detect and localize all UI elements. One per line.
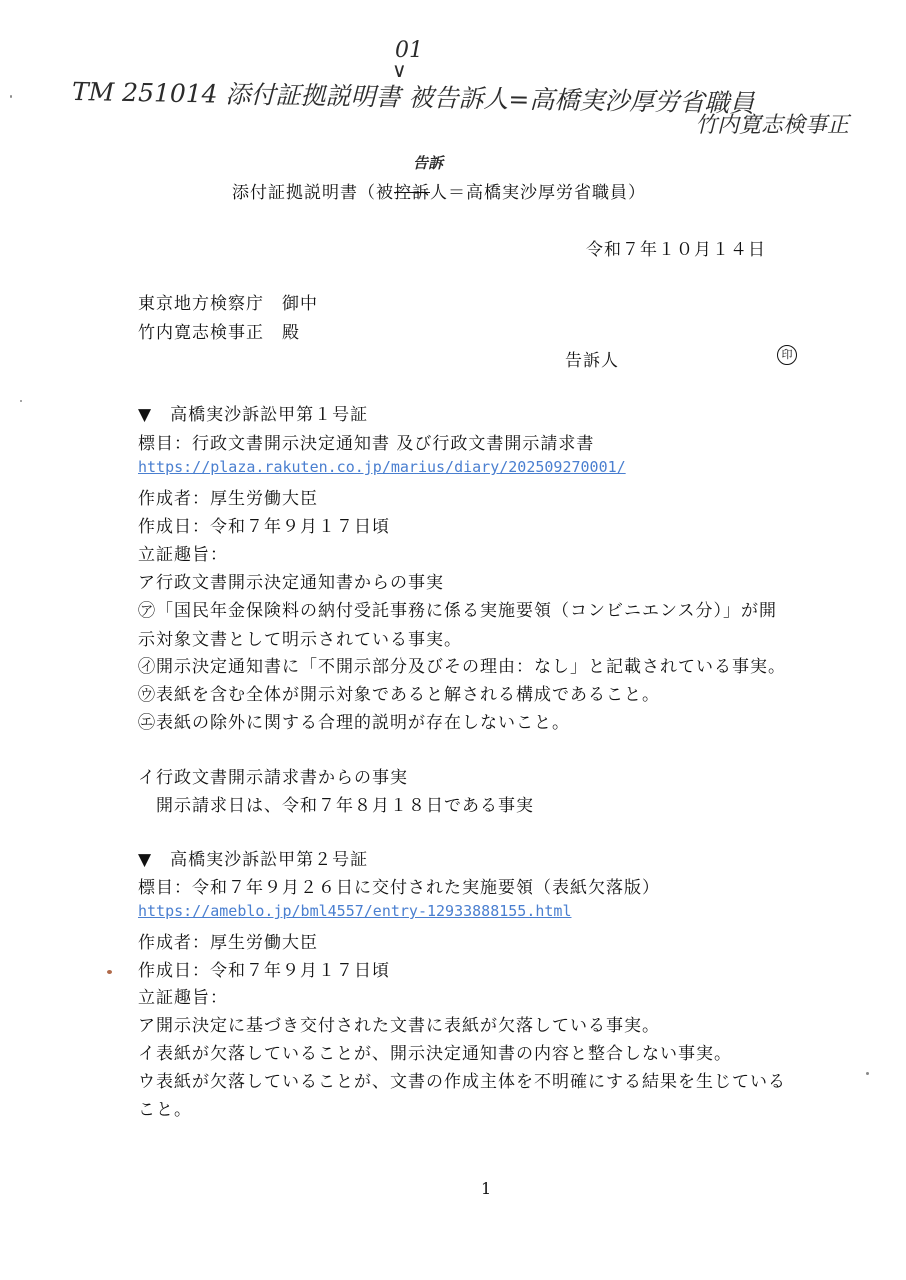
evidence1-point: ㋓表紙の除外に関する合理的説明が存在しないこと。 <box>138 713 570 733</box>
evidence1-point: ㋐「国民年金保険料の納付受託事務に係る実施要領（コンビニエンス分）」が開 <box>138 601 777 621</box>
evidence2-link[interactable]: https://ameblo.jp/bml4557/entry-12933888155.html <box>138 902 572 920</box>
evidence2-purpose-label: 立証趣旨： <box>138 988 228 1008</box>
evidence1-section-a: ア行政文書開示決定通知書からの事実 <box>138 573 444 593</box>
document-title <box>232 178 646 203</box>
evidence2-point: こと。 <box>138 1100 192 1120</box>
evidence1-link[interactable]: https://plaza.rakuten.co.jp/marius/diary/202509270001/ <box>138 458 626 476</box>
evidence2-point: イ表紙が欠落していることが、開示決定通知書の内容と整合しない事実。 <box>138 1044 732 1064</box>
evidence1-purpose-label: 立証趣旨： <box>138 545 228 565</box>
title-after: 人＝高橋実沙厚労省職員） <box>430 183 646 203</box>
handwritten-caret-note: 01 <box>395 38 423 63</box>
complainant-label: 告訴人 <box>565 351 619 371</box>
page-number: 1 <box>481 1179 492 1198</box>
evidence1-section-i: イ行政文書開示請求書からの事実 <box>138 768 408 788</box>
evidence2-point: ウ表紙が欠落していることが、文書の作成主体を不明確にする結果を生じている <box>138 1072 786 1092</box>
evidence2-point: ア開示決定に基づき交付された文書に表紙が欠落している事実。 <box>138 1016 660 1036</box>
evidence1-author: 作成者：厚生労働大臣 <box>138 489 318 509</box>
evidence2-subject: 標目：令和７年９月２６日に交付された実施要領（表紙欠落版） <box>138 878 660 898</box>
evidence2-author: 作成者：厚生労働大臣 <box>138 933 318 953</box>
handwritten-header-line: TM 251014 添付証拠説明書 被告訴人=高橋実沙厚労省職員 <box>71 77 755 118</box>
evidence1-heading: ▼ 高橋実沙訴訟甲第１号証 <box>138 405 369 425</box>
evidence2-heading: ▼ 高橋実沙訴訟甲第２号証 <box>138 850 369 870</box>
evidence1-created: 作成日：令和７年９月１７日頃 <box>138 517 390 537</box>
title-before: 添付証拠説明書（被 <box>232 183 394 203</box>
evidence1-section-i-detail: 開示請求日は、令和７年８月１８日である事実 <box>138 796 534 816</box>
document-date: 令和７年１０月１４日 <box>586 240 766 260</box>
recipient-office: 東京地方検察庁 御中 <box>138 294 318 314</box>
scan-speck <box>20 400 22 402</box>
evidence2-created: 作成日：令和７年９月１７日頃 <box>138 961 390 981</box>
scan-speck <box>10 95 12 98</box>
scan-speck <box>866 1072 869 1075</box>
scan-speck <box>107 970 112 974</box>
evidence1-point: ㋒表紙を含む全体が開示対象であると解される構成であること。 <box>138 685 660 705</box>
evidence1-point: 示対象文書として明示されている事実。 <box>138 630 462 650</box>
evidence1-subject: 標目：行政文書開示決定通知書 及び行政文書開示請求書 <box>138 434 595 454</box>
handwritten-title-correction: 告訴 <box>413 154 444 172</box>
recipient-prosecutor: 竹内寛志検事正 殿 <box>138 323 300 343</box>
handwritten-caret-mark: ∨ <box>392 58 407 82</box>
handwritten-addressee-note: 竹内寛志検事正 <box>695 113 850 138</box>
seal-mark: 印 <box>777 345 797 365</box>
title-struck-word: 控訴 <box>394 183 430 203</box>
evidence1-point: ㋑開示決定通知書に「不開示部分及びその理由：なし」と記載されている事実。 <box>138 657 786 677</box>
